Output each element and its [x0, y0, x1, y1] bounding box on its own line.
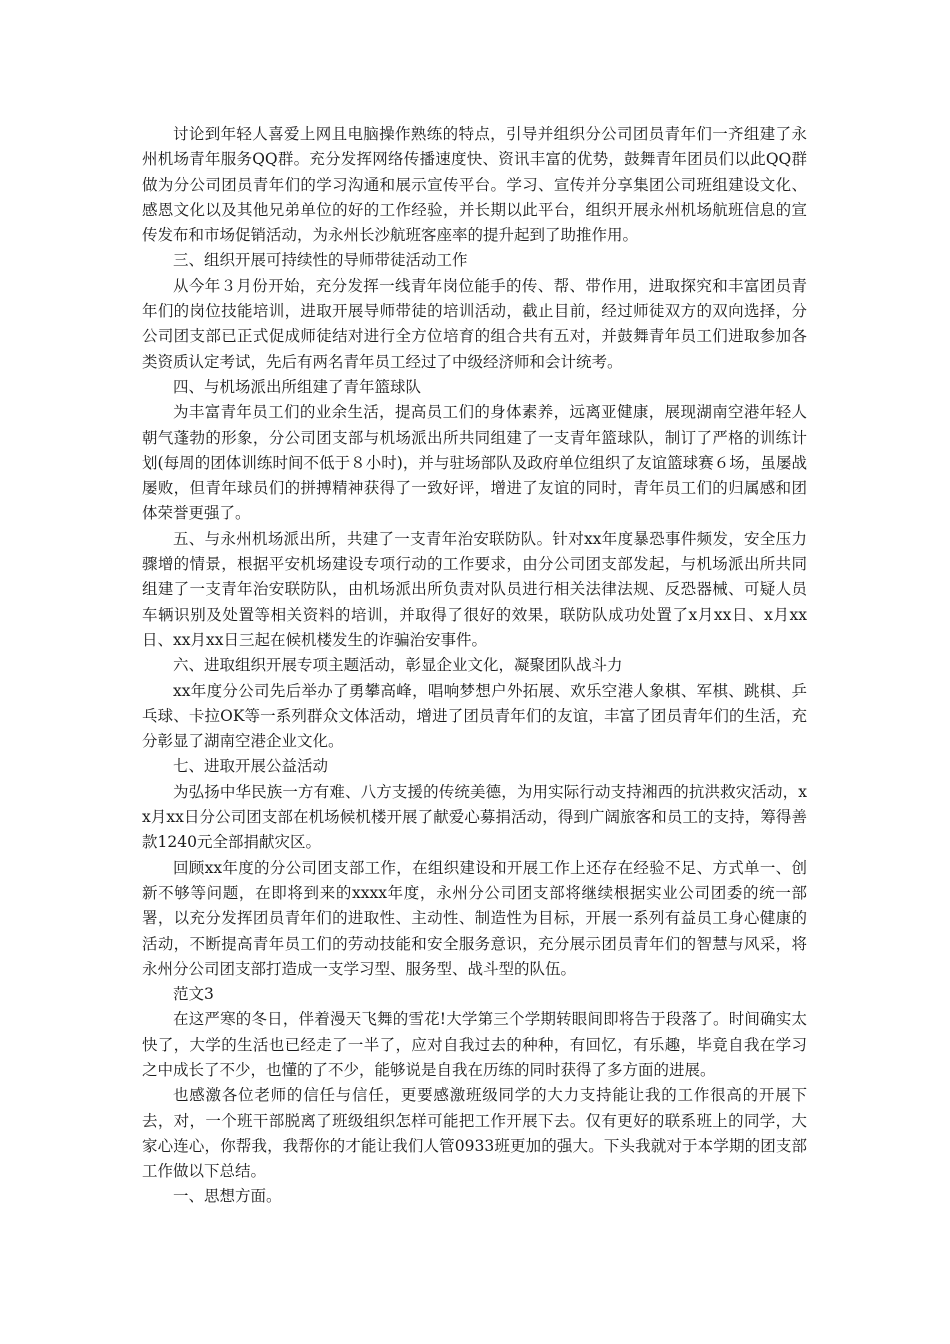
paragraph-qq-group: 讨论到年轻人喜爱上网且电脑操作熟练的特点，引导并组织分公司团员青年们一齐组建了永州机场青年服务QQ群。充分发挥网络传播速度快、资讯丰富的优势，鼓舞青年团员们以此QQ群做为分公司团员青年们的学习沟通和展示宣传平台。学习、宣传并分享集团公司班组建设文化、感恩文化以及其他兄弟单位的好的工作经验，并长期以此平台，组织开展永州机场航班信息的宣传发布和市场促销活动，为永州长沙航班客座率的提升起到了助推作用。 [142, 125, 807, 245]
paragraph-mentorship: 从今年３月份开始，充分发挥一线青年岗位能手的传、帮、带作用，进取探究和丰富团员青年们的岗位技能培训，进取开展导师带徒的培训活动，截止目前，经过师徒双方的双向选择，分公司团支部已正式促成师徒结对进行全方位培育的组合共有五对，并鼓舞青年员工们进取参加各类资质认定考试，先后有两名青年员工经过了中级经济师和会计统考。 [142, 276, 807, 371]
paragraph-security-team: 五、与永州机场派出所，共建了一支青年治安联防队。针对xx年度暴恐事件频发，安全压力骤增的情景，根据平安机场建设专项行动的工作要求，由分公司团支部发起，与机场派出所共同组建了一支青年治安联防队，由机场派出所负责对队员进行相关法律法规、反恐器械、可疑人员车辆识别及处置等相关资料的培训，并取得了很好的效果，联防队成功处置了x月xx日、x月xx日、xx月xx日三起在候机楼发生的诈骗治安事件。 [142, 529, 807, 649]
document-body [142, 122, 807, 1210]
paragraph-charity: 为弘扬中华民族一方有难、八方支援的传统美德，为用实际行动支持湘西的抗洪救灾活动，xx月xx日分公司团支部在机场候机楼开展了献爱心募捐活动，得到广阔旅客和员工的支持，筹得善款1240元全部捐献灾区。 [142, 782, 807, 852]
sample-heading: 范文3 [173, 985, 214, 1004]
paragraph-review: 回顾xx年度的分公司团支部工作，在组织建设和开展工作上还存在经验不足、方式单一、创新不够等问题，在即将到来的xxxx年度，永州分公司团支部将继续根据实业公司团委的统一部署，以充分发挥团员青年们的进取性、主动性、制造性为目标，开展一系列有益员工身心健康的活动，不断提高青年员工们的劳动技能和安全服务意识，充分展示团员青年们的智慧与风采，将永州分公司团支部打造成一支学习型、服务型、战斗型的队伍。 [142, 858, 807, 978]
section-heading-ideology: 一、思想方面。 [173, 1187, 282, 1206]
section-heading-charity: 七、进取开展公益活动 [173, 757, 329, 776]
paragraph-themed-activities: xx年度分公司先后举办了勇攀高峰，唱响梦想户外拓展、欢乐空港人象棋、军棋、跳棋、乒乓球、卡拉OK等一系列群众文体活动，增进了团员青年们的友谊，丰富了团员青年们的生活，充分彰显了湖南空港企业文化。 [142, 681, 807, 751]
section-heading-themed-activities: 六、进取组织开展专项主题活动，彰显企业文化，凝聚团队战斗力 [173, 656, 623, 675]
paragraph-basketball: 为丰富青年员工们的业余生活，提高员工们的身体素养，远离亚健康，展现湖南空港年轻人朝气蓬勃的形象，分公司团支部与机场派出所共同组建了一支青年篮球队，制订了严格的训练计划(每周的团体训练时间不低于８小时)，并与驻场部队及政府单位组织了友谊篮球赛６场，虽屡战屡败，但青年球员们的拼搏精神获得了一致好评，增进了友谊的同时，青年员工们的归属感和团体荣誉更强了。 [142, 403, 807, 523]
section-heading-mentorship: 三、组织开展可持续性的导师带徒活动工作 [173, 251, 468, 270]
paragraph-winter-intro: 在这严寒的冬日，伴着漫天飞舞的雪花!大学第三个学期转眼间即将告于段落了。时间确实太快了，大学的生活也已经走了一半了，应对自我过去的种种，有回忆，有乐趣，毕竟自我在学习之中成长了不少，也懂的了不少，能够说是自我在历练的同时获得了多方面的进展。 [142, 1010, 807, 1079]
paragraph-gratitude: 也感激各位老师的信任与信任，更要感激班级同学的大力支持能让我的工作很高的开展下去，对，一个班干部脱离了班级组织怎样可能把工作开展下去。仅有更好的联系班上的同学，大家心连心，你帮我，我帮你的才能让我们人管0933班更加的强大。下头我就对于本学期的团支部工作做以下总结。 [142, 1086, 807, 1181]
section-heading-basketball: 四、与机场派出所组建了青年篮球队 [173, 377, 422, 396]
